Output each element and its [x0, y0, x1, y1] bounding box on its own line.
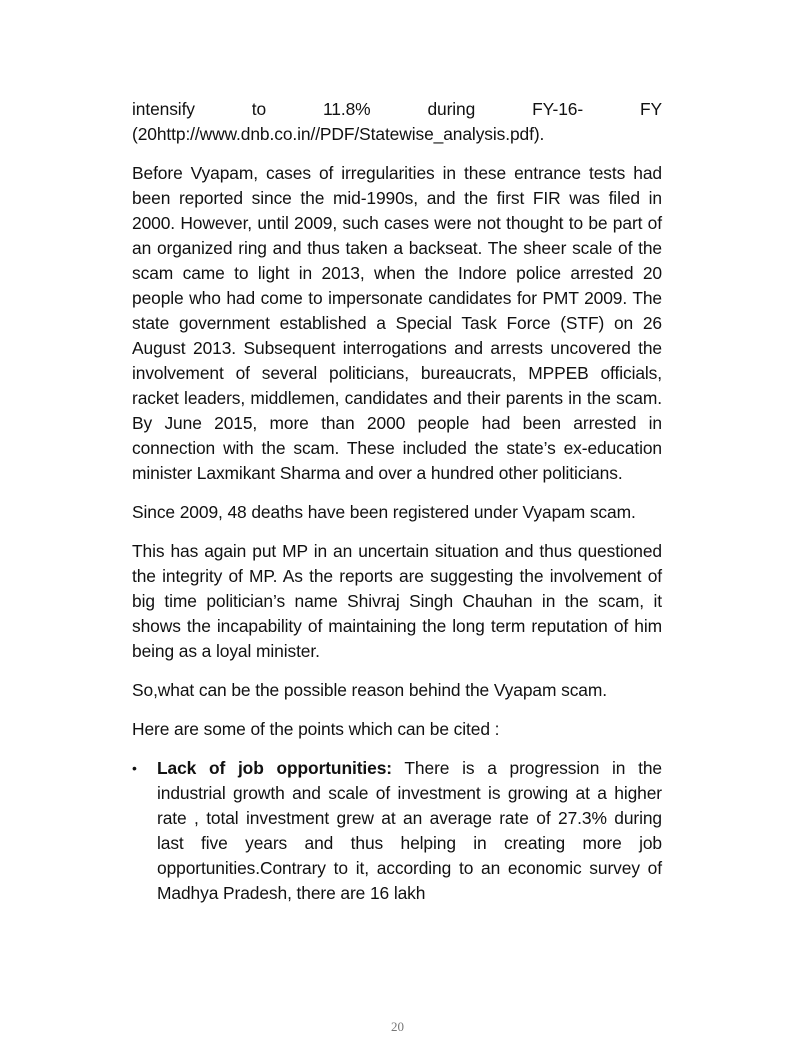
paragraph-deaths: Since 2009, 48 deaths have been registered under Vyapam scam. — [132, 502, 636, 522]
page-number: 20 — [391, 1019, 404, 1034]
reasons-bullet-list — [132, 756, 662, 906]
bullet-icon: • — [132, 760, 137, 776]
paragraph-integrity: This has again put MP in an uncertain situation and thus questioned the integrity of MP. As the reports are suggesting the involvement of big time politician’s name Shivraj Singh Chauhan in the scam, it shows the incapability of maintaining the long term reputation of him being as a loyal minister. — [132, 541, 662, 661]
document-page — [132, 97, 662, 906]
source-line-1: intensify to 11.8% during FY-16- FY — [132, 99, 662, 119]
bullet-item-job-opportunities — [132, 756, 662, 906]
bullet-text: There is a progression in the industrial growth and scale of investment is growing at a higher rate , total investment grew at an average rate of 27.3% during last five years and thus helping in creating more job opportunities.Contrary to it, according to an economic survey of Madhya Pradesh, there are 16 lakh — [157, 758, 662, 903]
source-url-line: (20http://www.dnb.co.in//PDF/Statewise_analysis.pdf). — [132, 124, 545, 144]
paragraph-source-reference — [132, 97, 662, 147]
paragraph-points-intro: Here are some of the points which can be cited : — [132, 719, 500, 739]
paragraph-background: Before Vyapam, cases of irregularities in these entrance tests had been reported since the mid-1990s, and the first FIR was filed in 2000. However, until 2009, such cases were not thought to be part of an organized ring and thus taken a backseat. The sheer scale of the scam came to light in 2013, when the Indore police arrested 20 people who had come to impersonate candidates for PMT 2009. The state government established a Special Task Force (STF) on 26 August 2013. Subsequent interrogations and arrests uncovered the involvement of several politicians, bureaucrats, MPPEB officials, racket leaders, middlemen, candidates and their parents in the scam. By June 2015, more than 2000 people had been arrested in connection with the scam. These included the state’s ex-education minister Laxmikant Sharma and over a hundred other politicians. — [132, 163, 662, 483]
paragraph-question: So,what can be the possible reason behind the Vyapam scam. — [132, 680, 607, 700]
bullet-heading: Lack of job opportunities: — [157, 758, 392, 778]
